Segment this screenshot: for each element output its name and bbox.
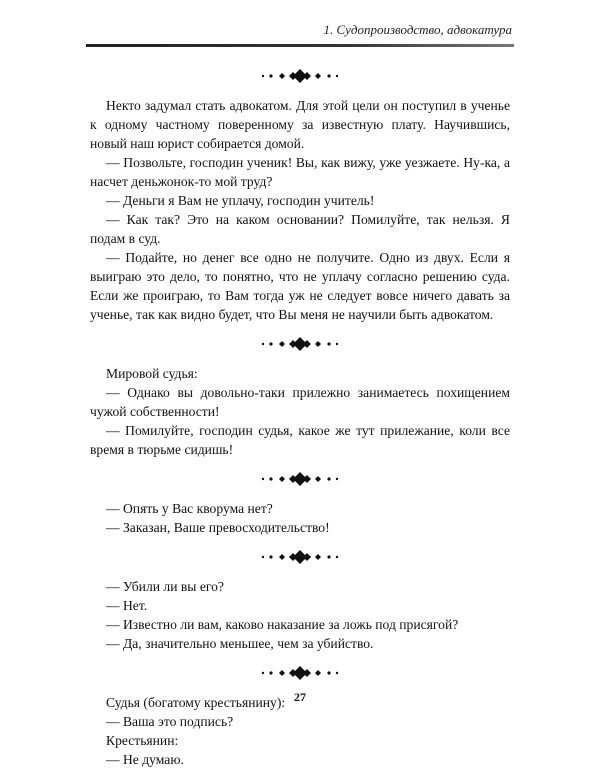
running-head: 1. Судопроизводство, адвокатура	[323, 22, 512, 37]
joke-2-paragraph-2: — Однако вы довольно-таки прилежно занимаетесь похищением чужой собственности!	[90, 385, 510, 419]
diamond-ornament-icon	[255, 69, 345, 83]
header-rule	[86, 44, 514, 47]
joke-4-paragraph-1: — Убили ли вы его?	[106, 579, 224, 594]
joke-4-paragraph-3: — Известно ли вам, каково наказание за ложь под присягой?	[106, 617, 459, 632]
joke-1-paragraph-1: Некто задумал стать адвокатом. Для этой цели он поступил в ученье к одному частному поверенному за известную плату. Научившись, новый наш юрист собирается домой.	[90, 98, 510, 151]
diamond-ornament-icon	[255, 550, 345, 564]
joke-5-paragraph-4: — Не думаю.	[106, 752, 184, 767]
diamond-ornament-icon	[255, 337, 345, 351]
section-divider	[90, 663, 510, 683]
joke-2-paragraph-1: Мировой судья:	[106, 366, 198, 381]
joke-5-paragraph-2: — Ваша это подпись?	[106, 714, 234, 729]
joke-4-paragraph-4: — Да, значительно меньшее, чем за убийство.	[106, 636, 374, 651]
section-divider	[90, 334, 510, 354]
joke-1-paragraph-5: — Подайте, но денег все одно не получите. Одно из двух. Если я выиграю это дело, то понятно, что не уплачу согласно решению суда. Если же проиграю, то Вам тогда уж не следует вовсе ничего давать за ученье, так как видно будет, что Вы меня не научили быть адвокатом.	[90, 250, 510, 322]
diamond-ornament-icon	[255, 666, 345, 680]
joke-1-paragraph-4: — Как так? Это на каком основании? Помилуйте, так нельзя. Я подам в суд.	[90, 212, 510, 246]
section-divider	[90, 469, 510, 489]
joke-1-paragraph-2: — Позвольте, господин ученик! Вы, как вижу, уже уезжаете. Ну-ка, а насчет деньжонок-то мой труд?	[90, 155, 510, 189]
joke-2-paragraph-3: — Помилуйте, господин судья, какое же тут прилежание, коли все время в тюрьме сидишь!	[90, 423, 510, 457]
page-body	[90, 62, 510, 769]
section-divider	[90, 547, 510, 567]
diamond-ornament-icon	[255, 472, 345, 486]
joke-4-paragraph-2: — Нет.	[106, 598, 148, 613]
joke-3-paragraph-2: — Заказан, Ваше превосходительство!	[106, 520, 330, 535]
page-number: 27	[294, 690, 306, 704]
joke-1-paragraph-3: — Деньги я Вам не уплачу, господин учитель!	[106, 193, 375, 208]
joke-5-paragraph-1: Судья (богатому крестьянину):	[106, 695, 286, 710]
joke-3-paragraph-1: — Опять у Вас кворума нет?	[106, 501, 273, 516]
section-divider	[90, 66, 510, 86]
joke-5-paragraph-3: Крестьянин:	[106, 733, 179, 748]
